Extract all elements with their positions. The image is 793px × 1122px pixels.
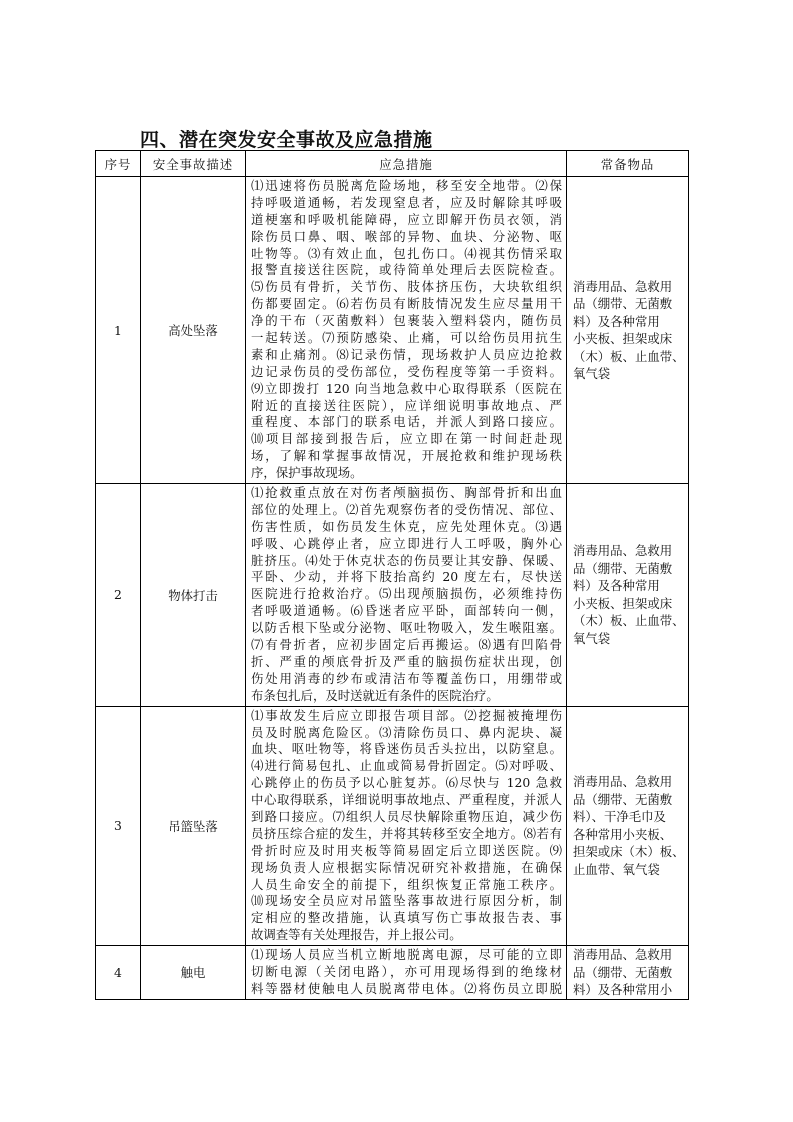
- emergency-measures: [246, 946, 567, 1000]
- measure-line: ⑽现场安全员应对吊篮坠落事故进行原因分析，制: [251, 893, 562, 909]
- item-line: 料）及各种常用: [573, 313, 660, 329]
- measure-line: 净的干布（灭菌敷料）包裹装入塑料袋内，随伤员: [251, 313, 562, 329]
- emergency-measures: [246, 177, 567, 484]
- measure-line: 现场负责人应根据实际情况研究补救措施，在确保: [251, 859, 562, 875]
- measure-line: 呼吸、心跳停止者，应立即进行人工呼吸，胸外心: [251, 535, 562, 551]
- item-line: 消毒用品、急救用: [573, 278, 673, 294]
- item-line: 氧气袋: [573, 630, 611, 646]
- item-line: 料）及各种常用小: [573, 982, 673, 998]
- measure-line: 重程度、本部门的联系电话，并派人到路口接应。: [251, 414, 562, 430]
- measure-line: ⑼立即拨打 120 向当地急救中心取得联系（医院在: [251, 380, 562, 396]
- measure-line: ⑴迅速将伤员脱离危险场地，移至安全地带。⑵保: [251, 178, 562, 193]
- measure-line: 切断电源（关闭电路），亦可用现场得到的绝缘材: [251, 963, 562, 979]
- measure-line: 血块、呕吐物等，将昏迷伤员舌头拉出，以防窒息。: [251, 741, 562, 757]
- measure-line: 人员生命安全的前提下，组织恢复正常施工秩序。: [251, 876, 562, 892]
- item-line: 消毒用品、急救用: [573, 543, 673, 559]
- measure-line: 伤害性质，如伤员发生休克，应先处理休克。⑶遇: [251, 518, 562, 534]
- item-line: 小夹板、担架或床: [573, 331, 673, 347]
- measure-line: 附近的直接送往医院），应详细说明事故地点、严: [251, 397, 562, 413]
- row-number: 2: [96, 484, 141, 707]
- measure-line: 以防舌根下坠或分泌物、呕吐物吸入，发生喉阻塞。: [251, 620, 562, 636]
- measure-line: 素和止痛剂。⑻记录伤情，现场救护人员应边抢救: [251, 346, 562, 362]
- measure-line: 报警直接送往医院，或待简单处理后去医院检查。: [251, 262, 562, 278]
- measure-line: ⑴抢救重点放在对伤者颅脑损伤、胸部骨折和出血: [251, 485, 562, 501]
- item-line: 品（绷带、无菌敷: [573, 964, 673, 980]
- table-row: [96, 946, 689, 1000]
- measure-line: 一起转送。⑺预防感染、止痛，可以给伤员用抗生: [251, 330, 562, 346]
- item-line: 氧气袋: [573, 366, 611, 382]
- table-row: [96, 177, 689, 484]
- measure-line: 除伤员口鼻、咽、喉部的异物、血块、分泌物、呕: [251, 228, 562, 244]
- measure-line: 心跳停止的伤员予以心脏复苏。⑹尽快与 120 急救: [251, 775, 562, 791]
- accident-description: 吊篮坠落: [141, 706, 246, 945]
- measure-line: 伤处用消毒的纱布或清洁布等覆盖伤口，用绷带或: [251, 670, 562, 686]
- measure-line: 员及时脱离危险区。⑶清除伤员口、鼻内泥块、凝: [251, 724, 562, 740]
- measure-line: 道梗塞和呼吸机能障碍，应立即解开伤员衣领，消: [251, 211, 562, 227]
- measure-line: ⑸伤员有骨折，关节伤、肢体挤压伤，大块软组织: [251, 279, 562, 295]
- measure-line: 者呼吸道通畅。⑹昏迷者应平卧，面部转向一侧，: [251, 603, 562, 619]
- item-line: 止血带、氧气袋: [573, 861, 660, 877]
- emergency-measures: [246, 484, 567, 707]
- header-no: 序号: [96, 151, 141, 177]
- measure-line: 故调查等有关处理报告，并上报公司。: [251, 927, 462, 943]
- row-number: 4: [96, 946, 141, 1000]
- measure-line: 医院进行抢救治疗。⑸出现颅脑损伤，必须维持伤: [251, 586, 562, 602]
- measure-line: 部位的处理上。⑵首先观察伤者的受伤情况、部位、: [251, 501, 562, 517]
- measure-line: ⑷进行简易包扎、止血或简易骨折固定。⑸对呼吸、: [251, 758, 562, 774]
- measure-line: ⑽项目部接到报告后，应立即在第一时间赶赴现: [251, 431, 562, 447]
- measure-line: 骨折时应及时用夹板等简易固定后立即送医院。⑼: [251, 842, 562, 858]
- measure-line: 场，了解和掌握事故情况，开展抢救和维护现场秩: [251, 448, 562, 464]
- item-line: 担架或床（木）板、: [573, 844, 685, 860]
- item-line: 品（绷带、无菌敷: [573, 296, 673, 312]
- standby-items: [567, 706, 689, 945]
- measure-line: 布条包扎后，及时送就近有条件的医院治疗。: [251, 687, 499, 703]
- table-header-row: [96, 151, 689, 177]
- row-number: 3: [96, 706, 141, 945]
- accident-description: 高处坠落: [141, 177, 246, 484]
- measure-line: ⑴事故发生后应立即报告项目部。⑵挖掘被掩埋伤: [251, 707, 562, 723]
- table-row: [96, 484, 689, 707]
- item-line: 品（绷带、无菌敷: [573, 791, 673, 807]
- row-number: 1: [96, 177, 141, 484]
- header-description: 安全事故描述: [141, 151, 246, 177]
- section-title: 四、潜在突发安全事故及应急措施: [140, 129, 433, 151]
- measure-line: 平卧、少动，并将下肢抬高约 20 度左右，尽快送: [251, 569, 562, 585]
- measure-line: 中心取得联系，详细说明事故地点、严重程度，并派人: [251, 792, 562, 808]
- item-line: 品（绷带、无菌敷: [573, 560, 673, 576]
- item-line: 各种常用小夹板、: [573, 826, 673, 842]
- header-measures: 应急措施: [246, 151, 567, 177]
- item-line: （木）板、止血带、: [573, 348, 685, 364]
- item-line: 消毒用品、急救用: [573, 947, 673, 963]
- measure-line: 到路口接应。⑺组织人员尽快解除重物压迫，减少伤: [251, 808, 562, 824]
- measure-line: 持呼吸道通畅，若发现窒息者，应及时解除其呼吸: [251, 194, 562, 210]
- item-line: 消毒用品、急救用: [573, 774, 673, 790]
- item-line: （木）板、止血带、: [573, 613, 685, 629]
- measure-line: 折、严重的颅底骨折及严重的脑损伤症状出现，创: [251, 653, 562, 669]
- measure-line: 员挤压综合症的发生，并将其转移至安全地方。⑻若有: [251, 825, 562, 841]
- measure-line: 吐物等。⑶有效止血，包扎伤口。⑷视其伤情采取: [251, 245, 562, 261]
- standby-items: [567, 484, 689, 707]
- measure-line: ⑴现场人员应当机立断地脱离电源，尽可能的立即: [251, 947, 562, 963]
- measure-line: 脏挤压。⑷处于休克状态的伤员要让其安静、保暖、: [251, 552, 562, 568]
- header-items: 常备物品: [567, 151, 689, 177]
- standby-items: [567, 177, 689, 484]
- item-line: 小夹板、担架或床: [573, 595, 673, 611]
- measure-line: 序，保护事故现场。: [251, 465, 363, 481]
- accident-description: 物体打击: [141, 484, 246, 707]
- measure-line: 伤都要固定。⑹若伤员有断肢情况发生应尽量用干: [251, 296, 562, 312]
- measure-line: 边记录伤员的受伤部位，受伤程度等第一手资料。: [251, 363, 562, 379]
- item-line: 料）及各种常用: [573, 578, 660, 594]
- table-row: [96, 706, 689, 945]
- measure-line: 定相应的整改措施，认真填写伤亡事故报告表、事: [251, 910, 562, 926]
- measure-line: 料等器材使触电人员脱离带电体。⑵将伤员立即脱: [251, 980, 562, 996]
- emergency-measures-table: [95, 150, 689, 1000]
- measure-line: ⑺有骨折者，应初步固定后再搬运。⑻遇有凹陷骨: [251, 637, 562, 653]
- item-line: 料）、干净毛巾及: [573, 809, 666, 825]
- emergency-measures: [246, 706, 567, 945]
- standby-items: [567, 946, 689, 1000]
- accident-description: 触电: [141, 946, 246, 1000]
